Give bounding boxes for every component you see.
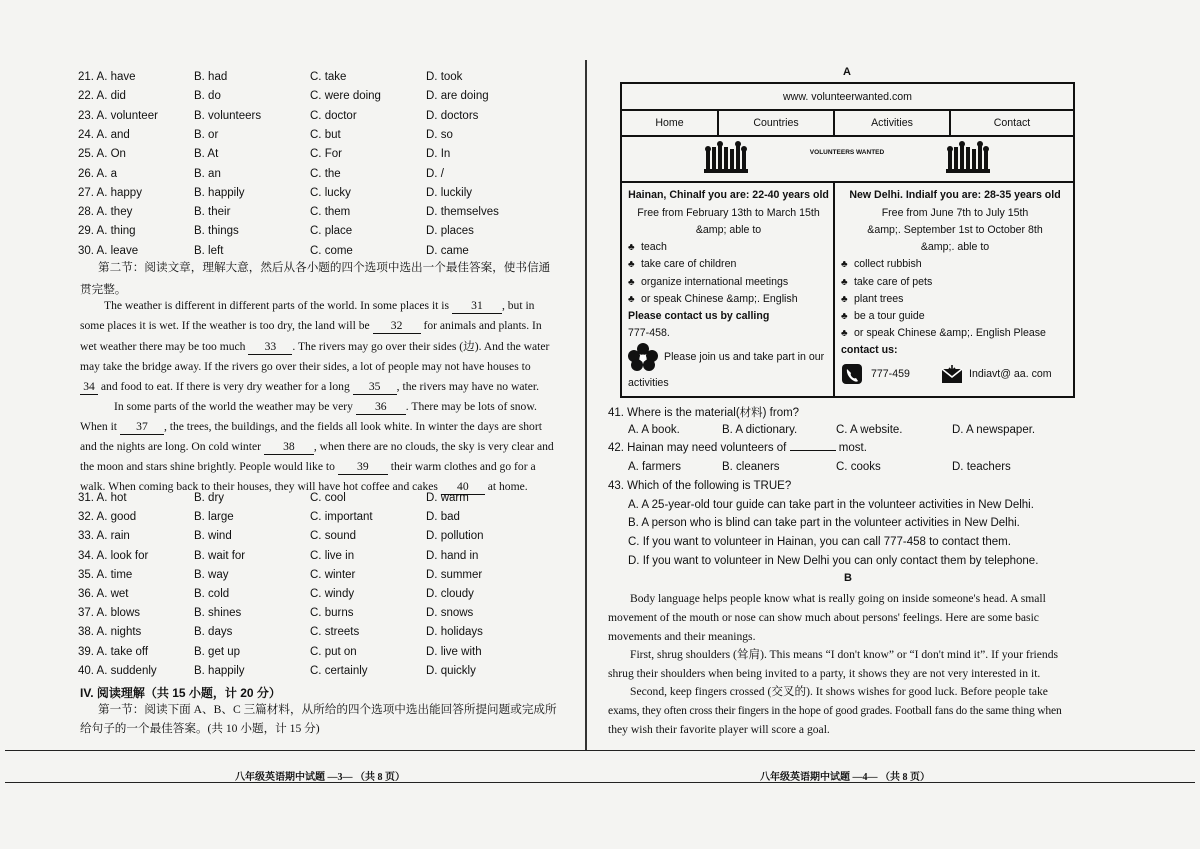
passage-b-line: exams, they often cross their fingers in the hope of good grades. Football fans do the same thing when <box>608 704 1062 717</box>
nav-countries[interactable]: Countries <box>719 111 835 135</box>
passage-text: and food to eat. If there is very dry weather for a long <box>100 380 350 393</box>
passage-b-line: movements and their meanings. <box>608 630 756 643</box>
volunteer-hands-logo-icon <box>944 141 992 177</box>
option-a: 25. A. On <box>78 148 126 161</box>
option-c: C. come <box>310 244 353 257</box>
passage-text: wet weather there may be too much <box>80 340 246 353</box>
passage-text: , when there are no clouds, the sky is very clear and <box>313 440 554 453</box>
passage-line <box>80 457 564 476</box>
option-c: C. sound <box>310 530 357 543</box>
option-d: D. holidays <box>426 626 483 639</box>
nav-contact[interactable]: Contact <box>993 117 1031 129</box>
option-d: D. In <box>426 148 451 161</box>
club-bullet-icon: ♣ <box>628 277 635 288</box>
option-a: 38. A. nights <box>78 626 142 639</box>
delhi-item-text: be a tour guide <box>853 310 925 322</box>
option-row <box>78 550 578 568</box>
passage-text: at home. <box>487 480 528 493</box>
option-b: B. cold <box>194 588 230 600</box>
club-bullet-icon: ♣ <box>841 277 848 288</box>
club-bullet-icon: ♣ <box>841 311 848 322</box>
option-row <box>78 110 578 128</box>
option-c: C. streets <box>310 626 360 639</box>
option-b: B. an <box>194 167 221 180</box>
blank-32: 32 <box>373 319 421 334</box>
option-d: D. doctors <box>426 109 479 122</box>
passage-text: When it <box>80 420 118 433</box>
nav-home[interactable]: Home <box>622 111 719 135</box>
option-b: B. A person who is blind can take part in the volunteer activities in New Delhi. <box>628 517 1020 529</box>
option-row <box>78 626 578 644</box>
passage-b-line: shrug their shoulders when being invited to a party, it shows they are not very interested in it. <box>608 667 1041 680</box>
option-a: A. A 25-year-old tour guide can take part in the volunteer activities in New Delhi. <box>628 499 1034 511</box>
hainan-item <box>628 256 829 273</box>
hainan-item-text: organize international meetings <box>640 276 789 288</box>
option-row <box>78 588 578 606</box>
hainan-title: Hainan, ChinaIf you are: 22-40 years old <box>628 189 829 201</box>
poster-url: www. volunteerwanted.com <box>622 84 1073 111</box>
option-row <box>78 665 578 683</box>
option-d: D. so <box>426 128 453 141</box>
option-b: B. do <box>194 90 221 103</box>
option-b: B. way <box>194 568 229 581</box>
delhi-item <box>841 308 1069 325</box>
section2-instruction-line1: 第二节：阅读文章，理解大意，然后从各小题的四个选项中选出一个最佳答案，使书信通 <box>98 261 551 274</box>
option-b: B. At <box>194 148 219 161</box>
club-bullet-icon: ♣ <box>628 242 635 253</box>
option-row <box>78 90 578 108</box>
passage-line <box>80 417 564 436</box>
right-page <box>600 0 1200 780</box>
option-a: 34. A. look for <box>78 549 149 562</box>
option-b: B. get up <box>194 645 241 658</box>
option-a: 26. A. a <box>78 167 118 180</box>
option-c: C. live in <box>310 549 355 562</box>
option-b: B. days <box>194 626 233 639</box>
option-a: 33. A. rain <box>78 530 130 543</box>
option-b: B. or <box>194 128 219 141</box>
left-page <box>0 0 580 780</box>
blank-34: 34 <box>80 380 98 395</box>
passage-text: , the trees, the buildings, and the fields all look white. In winter the days are short <box>163 420 542 433</box>
option-a: 29. A. thing <box>78 225 136 238</box>
delhi-item <box>841 325 1069 342</box>
option-c: C. lucky <box>310 186 351 199</box>
passage-b-line: movement of the mouth or nose can show much about persons' feelings. Here are some basic <box>608 611 1039 624</box>
option-a: 39. A. take off <box>78 645 149 658</box>
delhi-item-text: plant trees <box>853 293 904 305</box>
passage-b-line: they wish their favorite player will score a goal. <box>608 723 830 736</box>
option-d: D. cloudy <box>426 588 474 600</box>
page-divider <box>585 60 587 750</box>
option-b: B. A dictionary. <box>722 424 798 436</box>
blank-31: 31 <box>452 299 502 314</box>
option-d: D. took <box>426 71 463 83</box>
option-row <box>78 206 578 224</box>
option-d: D. A newspaper. <box>952 424 1036 436</box>
option-a: 37. A. blows <box>78 607 141 620</box>
volunteer-poster <box>620 82 1075 398</box>
option-a: 31. A. hot <box>78 492 127 504</box>
passage-line <box>80 316 564 335</box>
option-c: C. doctor <box>310 109 357 122</box>
option-b: B. dry <box>194 492 225 504</box>
option-d: D. If you want to volunteer in New Delhi you can only contact them by telephone. <box>628 555 1039 567</box>
option-a: 22. A. did <box>78 90 126 103</box>
passage-b-line: Body language helps people know what is really going on inside someone's head. A small <box>630 592 1046 605</box>
new-delhi-column <box>835 183 1073 396</box>
blank-36: 36 <box>356 400 406 415</box>
blank-40: 40 <box>441 480 485 495</box>
club-bullet-icon: ♣ <box>841 328 848 339</box>
option-row <box>78 607 578 625</box>
footer-rule-bottom <box>5 782 1195 783</box>
passage-line <box>80 337 564 356</box>
option-b: B. wind <box>194 530 232 543</box>
delhi-time2: &amp;. September 1st to October 8th <box>867 224 1043 236</box>
passage-text: some places it is wet. If the weather is too dry, the land will be <box>80 319 370 332</box>
option-row <box>78 569 578 587</box>
hainan-item <box>628 291 829 308</box>
option-d: D. came <box>426 244 469 257</box>
poster-banner-text: VOLUNTEERS WANTED <box>809 149 885 156</box>
option-c: C. important <box>310 511 373 524</box>
hainan-item-text: take care of children <box>640 258 737 270</box>
passage-line <box>80 377 564 396</box>
blank-38: 38 <box>264 440 314 455</box>
option-b: B. things <box>194 225 239 238</box>
option-c: C. For <box>310 148 342 161</box>
blank-33: 33 <box>248 340 292 355</box>
option-c: C. windy <box>310 588 355 600</box>
hainan-phone: 777-458. <box>628 327 670 339</box>
blank-37: 37 <box>120 420 164 435</box>
delhi-phone: 777-459 <box>871 368 910 380</box>
option-d: D. luckily <box>426 186 473 199</box>
reading-section-title: IV. 阅读理解（共 15 小题，计 20 分） <box>80 686 281 700</box>
option-a: A. farmers <box>628 461 682 473</box>
option-row <box>78 168 578 186</box>
option-row <box>78 492 578 510</box>
option-b: B. cleaners <box>722 461 780 473</box>
telephone-icon <box>841 363 863 385</box>
question-stem-text: 42. Hainan may need volunteers of <box>608 442 787 454</box>
option-c: C. place <box>310 225 353 238</box>
footer-left: 八年级英语期中试题 —3— （共 8 页） <box>235 772 405 783</box>
email-icon <box>941 365 963 385</box>
passage-text: , the rivers may have no water. <box>396 380 539 393</box>
club-bullet-icon: ♣ <box>628 294 635 305</box>
option-b: B. happily <box>194 664 245 677</box>
delhi-item <box>841 256 1069 273</box>
option-a: 40. A. suddenly <box>78 664 157 677</box>
passage-text: for animals and plants. In <box>423 319 542 332</box>
volunteer-hands-logo-icon <box>702 141 750 177</box>
hainan-item <box>628 239 829 256</box>
option-b: B. their <box>194 206 231 219</box>
option-d: D. pollution <box>426 530 484 543</box>
hainan-column <box>622 183 835 396</box>
club-bullet-icon: ♣ <box>841 259 848 270</box>
option-a: 36. A. wet <box>78 588 129 600</box>
option-d: D. live with <box>426 645 482 658</box>
reading-instruction-line1: 第一节：阅读下面 A、B、C 三篇材料，从所给的四个选项中选出能回答所提问题或完成所 <box>98 703 557 716</box>
footer-right: 八年级英语期中试题 —4— （共 8 页） <box>760 772 930 783</box>
option-c: C. put on <box>310 645 357 658</box>
hainan-item-text: teach <box>640 241 667 253</box>
question-stem: 43. Which of the following is TRUE? <box>608 480 792 492</box>
option-b: B. happily <box>194 186 245 199</box>
answer-blank <box>790 450 836 451</box>
option-d: D. warm <box>426 492 469 504</box>
passage-text: In some parts of the world the weather may be very <box>114 400 353 413</box>
delhi-item-text: collect rubbish <box>853 258 922 270</box>
section-b-label: B <box>844 572 852 584</box>
club-bullet-icon: ♣ <box>628 259 635 270</box>
club-bullet-icon: ♣ <box>841 294 848 305</box>
passage-text: , but in <box>501 299 535 312</box>
delhi-contact: contact us: <box>841 344 898 356</box>
option-c: C. burns <box>310 607 354 620</box>
passage-b-line: First, shrug shoulders (耸肩). This means “I don't know” or “I don't mind it”. If your friends <box>630 648 1059 661</box>
option-d: D. bad <box>426 511 460 524</box>
poster-nav <box>622 111 1073 137</box>
option-b: B. wait for <box>194 549 246 562</box>
reading-instruction-line2: 给句子的一个最佳答案。(共 10 小题，计 15 分) <box>80 722 320 735</box>
nav-activities[interactable]: Activities <box>835 111 951 135</box>
passage-b-line: Second, keep fingers crossed (交叉的). It shows wishes for good luck. Before people take <box>630 685 1048 698</box>
option-a: 23. A. volunteer <box>78 109 158 122</box>
option-c: C. certainly <box>310 664 368 677</box>
option-row <box>78 129 578 147</box>
hainan-time: Free from February 13th to March 15th <box>637 207 820 219</box>
delhi-item <box>841 274 1069 291</box>
option-row <box>78 148 578 166</box>
option-c: C. take <box>310 71 347 83</box>
flower-icon <box>628 343 658 371</box>
option-row <box>78 225 578 243</box>
option-row <box>78 187 578 205</box>
section-a-label: A <box>843 66 851 78</box>
option-b: B. shines <box>194 607 242 620</box>
delhi-item-text: or speak Chinese &amp;. English Please <box>853 327 1046 339</box>
option-c: C. them <box>310 206 351 219</box>
option-c: C. the <box>310 167 341 180</box>
option-c: C. were doing <box>310 90 381 103</box>
option-a: A. A book. <box>628 424 680 436</box>
hainan-join: Please join us and take part in our <box>664 351 825 363</box>
option-a: 24. A. and <box>78 128 130 141</box>
option-d: D. summer <box>426 568 483 581</box>
option-a: 28. A. they <box>78 206 133 219</box>
hainan-contact: Please contact us by calling <box>628 310 770 322</box>
passage-text: . There may be lots of snow. <box>405 400 537 413</box>
blank-39: 39 <box>338 460 388 475</box>
poster-banner <box>622 137 1073 183</box>
delhi-item-text: take care of pets <box>853 276 933 288</box>
option-row <box>78 71 578 89</box>
section2-instruction <box>98 258 568 277</box>
question-stem-text: most. <box>838 442 867 454</box>
delhi-email: Indiavt@ aa. com <box>969 368 1052 380</box>
option-b: B. had <box>194 71 228 83</box>
option-row <box>78 530 578 548</box>
delhi-title: New Delhi. IndiaIf you are: 28-35 years old <box>849 189 1061 201</box>
passage-line <box>104 296 564 315</box>
option-d: D. quickly <box>426 664 476 677</box>
passage-text: The weather is different in different parts of the world. In some places it is <box>104 299 450 312</box>
section2-instruction-line2: 贯完整。 <box>80 283 127 296</box>
option-row <box>78 511 578 529</box>
passage-line: may take the bridge away. If the rivers go over their sides, a lot of people may not have houses to <box>80 360 531 373</box>
passage-text: the moon and stars shine brightly. People would like to <box>80 460 335 473</box>
delhi-able: &amp;. able to <box>920 241 990 253</box>
option-a: 21. A. have <box>78 71 136 83</box>
option-a: 32. A. good <box>78 511 137 524</box>
delhi-item <box>841 291 1069 308</box>
option-c: C. but <box>310 128 341 141</box>
option-d: D. are doing <box>426 90 489 103</box>
option-c: C. winter <box>310 568 356 581</box>
passage-text: . The rivers may go over their sides (边). And the water <box>292 340 550 353</box>
passage-text: walk. When coming back to their houses, they will have hot coffee and cakes <box>80 480 438 493</box>
question-stem <box>608 442 867 454</box>
option-c: C. A website. <box>836 424 903 436</box>
passage-line <box>114 397 564 416</box>
option-c: C. cool <box>310 492 346 504</box>
passage-text: their warm clothes and go for a <box>390 460 536 473</box>
option-d: D. themselves <box>426 206 499 219</box>
hainan-item <box>628 274 829 291</box>
delhi-time1: Free from June 7th to July 15th <box>881 207 1029 219</box>
option-a: 30. A. leave <box>78 244 139 257</box>
option-b: B. large <box>194 511 234 524</box>
option-d: D. hand in <box>426 549 479 562</box>
passage-text: and the nights are long. On cold winter <box>80 440 261 453</box>
option-row <box>78 646 578 664</box>
hainan-able: &amp; able to <box>695 224 762 236</box>
option-b: B. left <box>194 244 224 257</box>
option-a: 35. A. time <box>78 568 133 581</box>
hainan-item-text: or speak Chinese &amp;. English <box>640 293 798 305</box>
option-d: D. places <box>426 225 474 238</box>
option-b: B. volunteers <box>194 109 262 122</box>
question-stem: 41. Where is the material(材料) from? <box>608 407 800 419</box>
option-d: D. teachers <box>952 461 1011 473</box>
option-a: 27. A. happy <box>78 186 142 199</box>
option-d: D. snows <box>426 607 474 620</box>
option-c: C. cooks <box>836 461 881 473</box>
option-d: D. / <box>426 167 444 180</box>
passage-line <box>80 437 564 456</box>
option-c: C. If you want to volunteer in Hainan, you can call 777-458 to contact them. <box>628 536 1011 548</box>
hainan-activities: activities <box>628 377 669 389</box>
blank-35: 35 <box>353 380 397 395</box>
